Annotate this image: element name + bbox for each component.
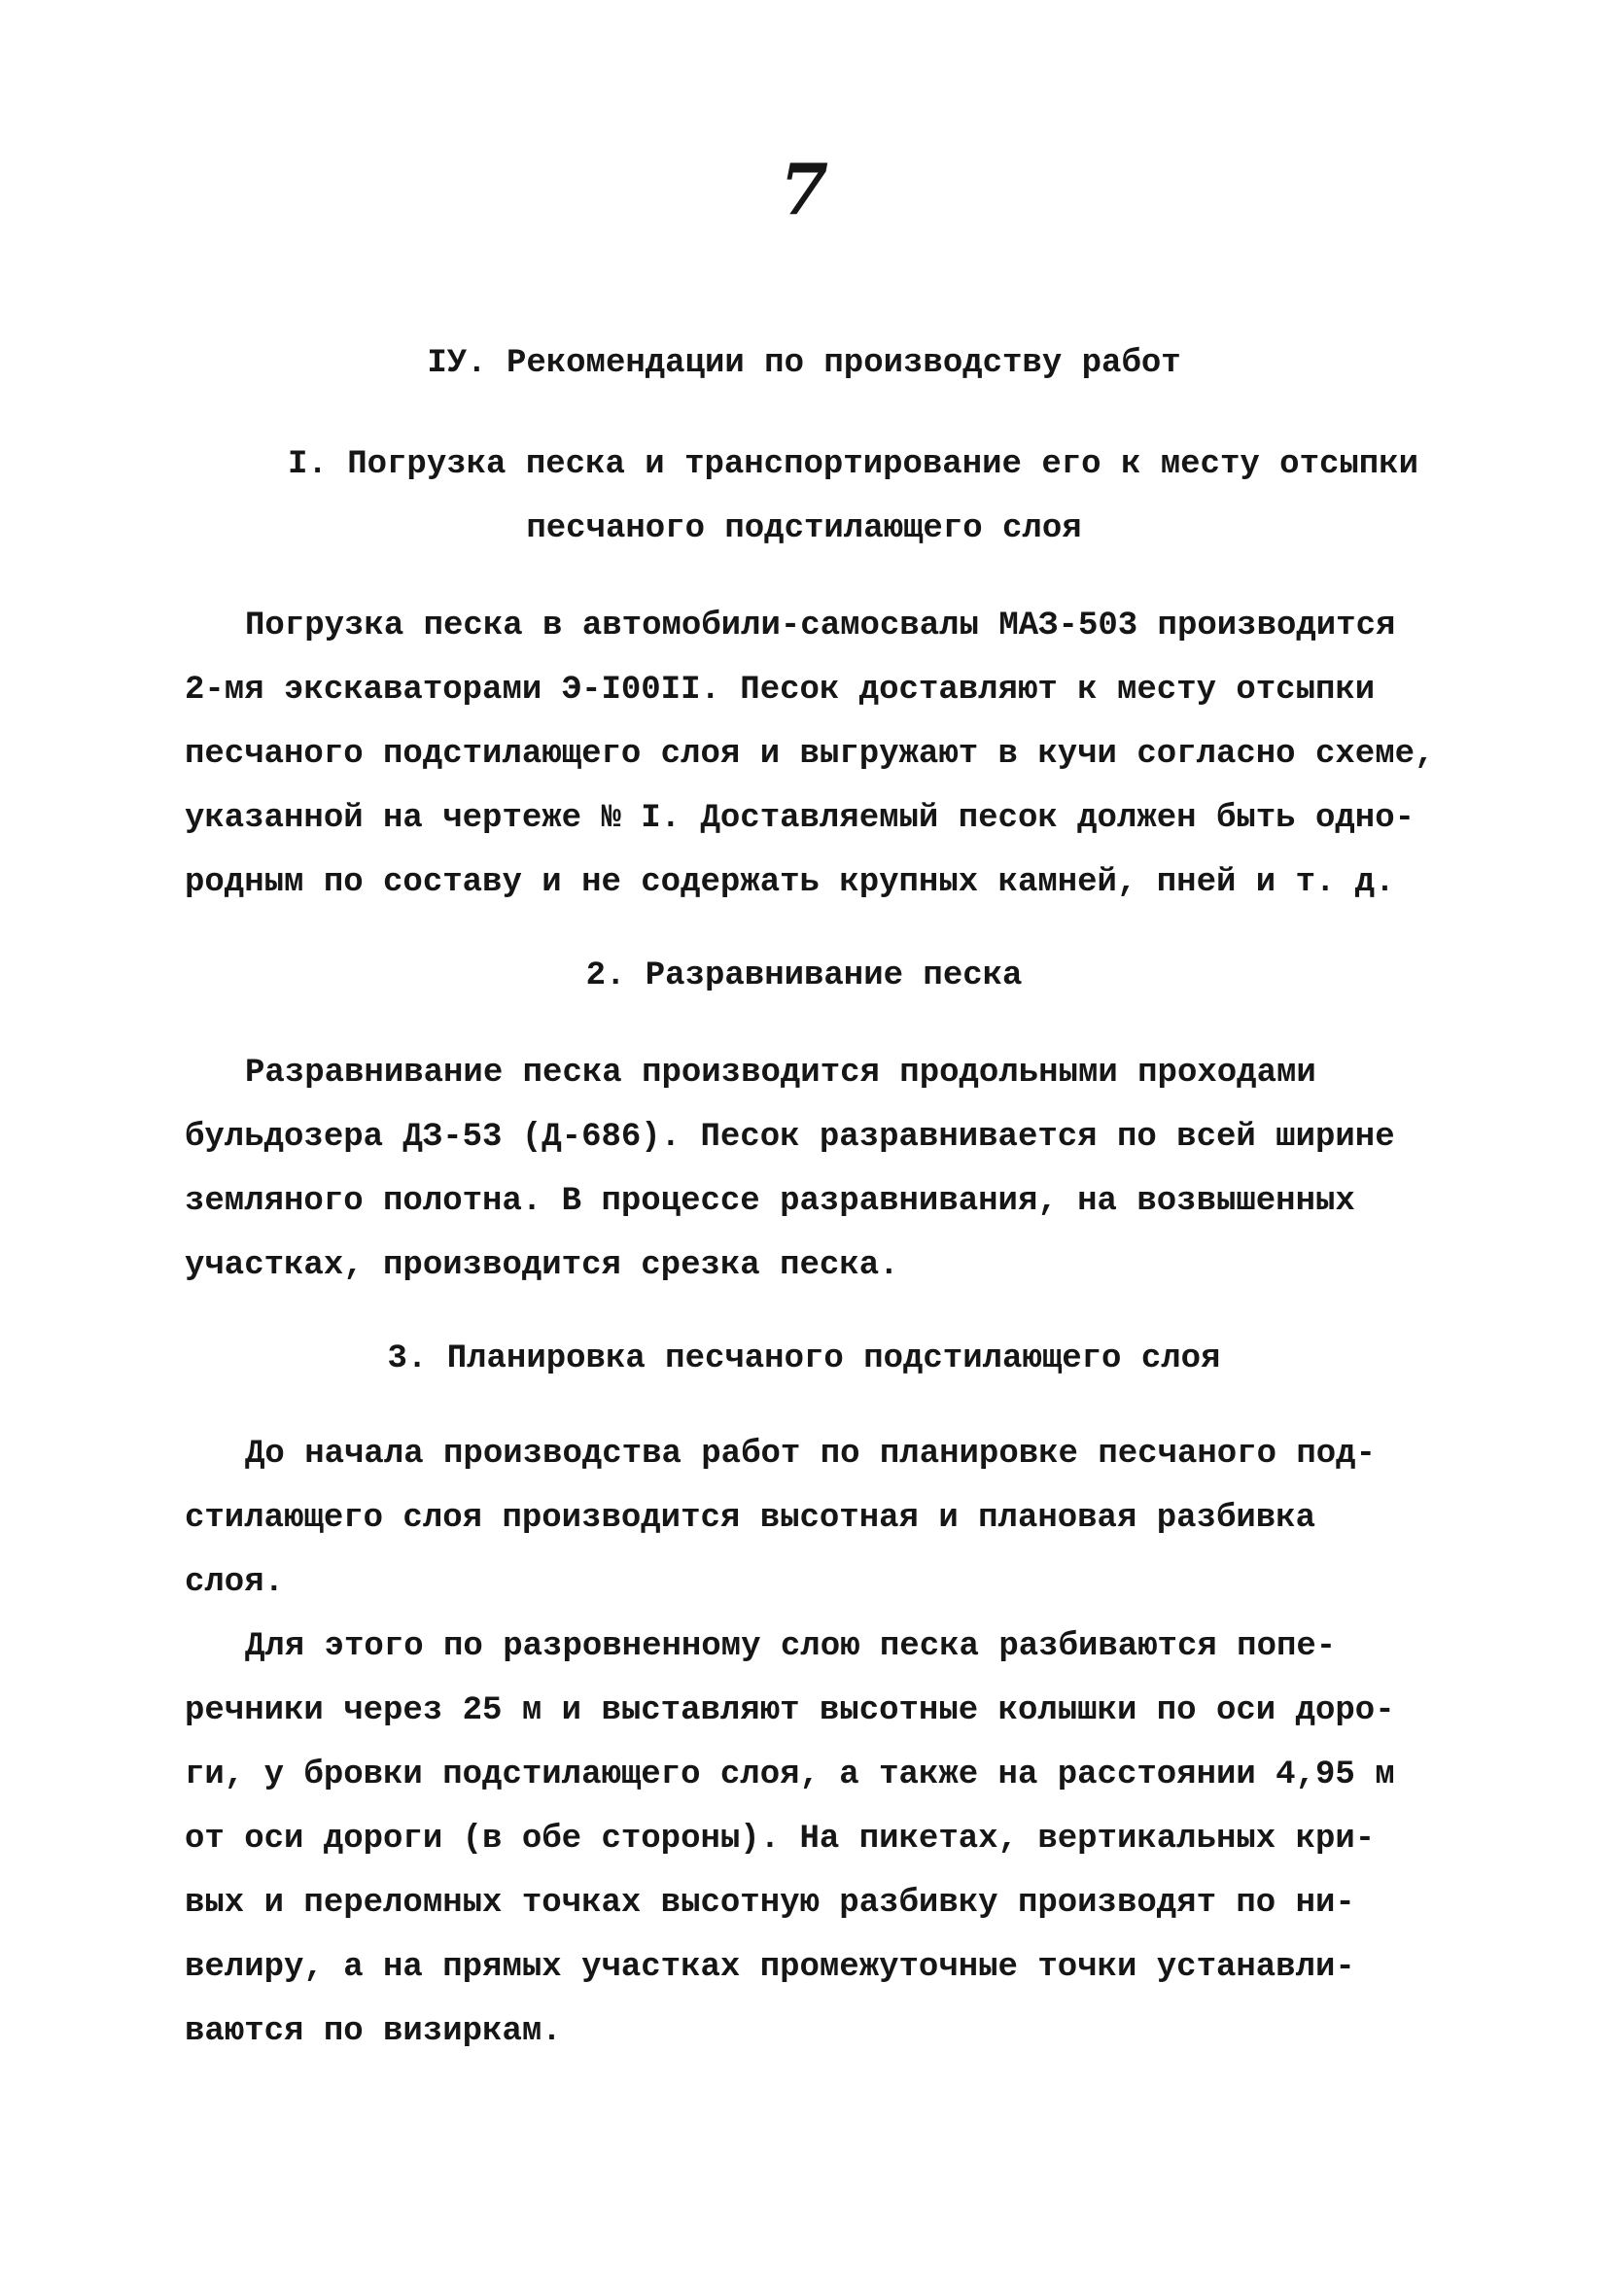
subsection-3-paragraph-2-line-1: Для этого по разровненному слою песка разбиваются попе- bbox=[245, 1628, 1337, 1665]
section-heading: IУ. Рекомендации по производству работ bbox=[427, 345, 1181, 382]
subsection-2-title: 2. Разравнивание песка bbox=[585, 957, 1023, 994]
subsection-3-paragraph-2-line-4: от оси дороги (в обе стороны). На пикетах, вертикальных кри- bbox=[185, 1821, 1376, 1858]
subsection-3-paragraph-2-line-5: вых и переломных точках высотную разбивку производят по ни- bbox=[185, 1885, 1355, 1922]
subsection-2-paragraph-line-3: земляного полотна. В процессе разравнивания, на возвышенных bbox=[185, 1183, 1355, 1220]
subsection-3-title: 3. Планировка песчаного подстилающего слоя bbox=[387, 1340, 1221, 1377]
subsection-1-paragraph-line-1: Погрузка песка в автомобили-самосвалы МАЗ-503 производится bbox=[245, 608, 1396, 644]
subsection-3-paragraph-2-line-7: ваются по визиркам. bbox=[185, 2013, 562, 2050]
subsection-2-paragraph-line-2: бульдозера ДЗ-53 (Д-686). Песок разравнивается по всей ширине bbox=[185, 1119, 1395, 1156]
subsection-1-paragraph-line-2: 2-мя экскаваторами Э-I00II. Песок доставляют к месту отсыпки bbox=[185, 672, 1376, 709]
subsection-3-paragraph-1-line-2: стилающего слоя производится высотная и плановая разбивка bbox=[185, 1500, 1315, 1537]
subsection-3-paragraph-2-line-6: велиру, а на прямых участках промежуточные точки устанавли- bbox=[185, 1949, 1355, 1986]
subsection-3-paragraph-1-line-3: слоя. bbox=[185, 1564, 285, 1601]
page-number: 7 bbox=[779, 148, 829, 230]
subsection-3-paragraph-2-line-2: речники через 25 м и выставляют высотные колышки по оси доро- bbox=[185, 1692, 1395, 1729]
subsection-3-paragraph-1-line-1: До начала производства работ по планировке песчаного под- bbox=[245, 1436, 1376, 1473]
subsection-1-title-line-1: I. Погрузка песка и транспортирование его к месту отсыпки bbox=[288, 446, 1418, 483]
subsection-2-paragraph-line-4: участках, производится срезка песка. bbox=[185, 1247, 899, 1284]
subsection-3-paragraph-2-line-3: ги, у бровки подстилающего слоя, а также на расстоянии 4,95 м bbox=[185, 1757, 1395, 1793]
subsection-1-paragraph-line-4: указанной на чертеже № I. Доставляемый песок должен быть одно- bbox=[185, 800, 1416, 837]
subsection-1-paragraph-line-3: песчаного подстилающего слоя и выгружают в кучи согласно схеме, bbox=[185, 736, 1435, 773]
subsection-1-title-line-2: песчаного подстилающего слоя bbox=[526, 510, 1082, 547]
subsection-1-paragraph-line-5: родным по составу и не содержать крупных камней, пней и т. д. bbox=[185, 864, 1395, 901]
subsection-2-paragraph-line-1: Разравнивание песка производится продольными проходами bbox=[245, 1055, 1316, 1092]
